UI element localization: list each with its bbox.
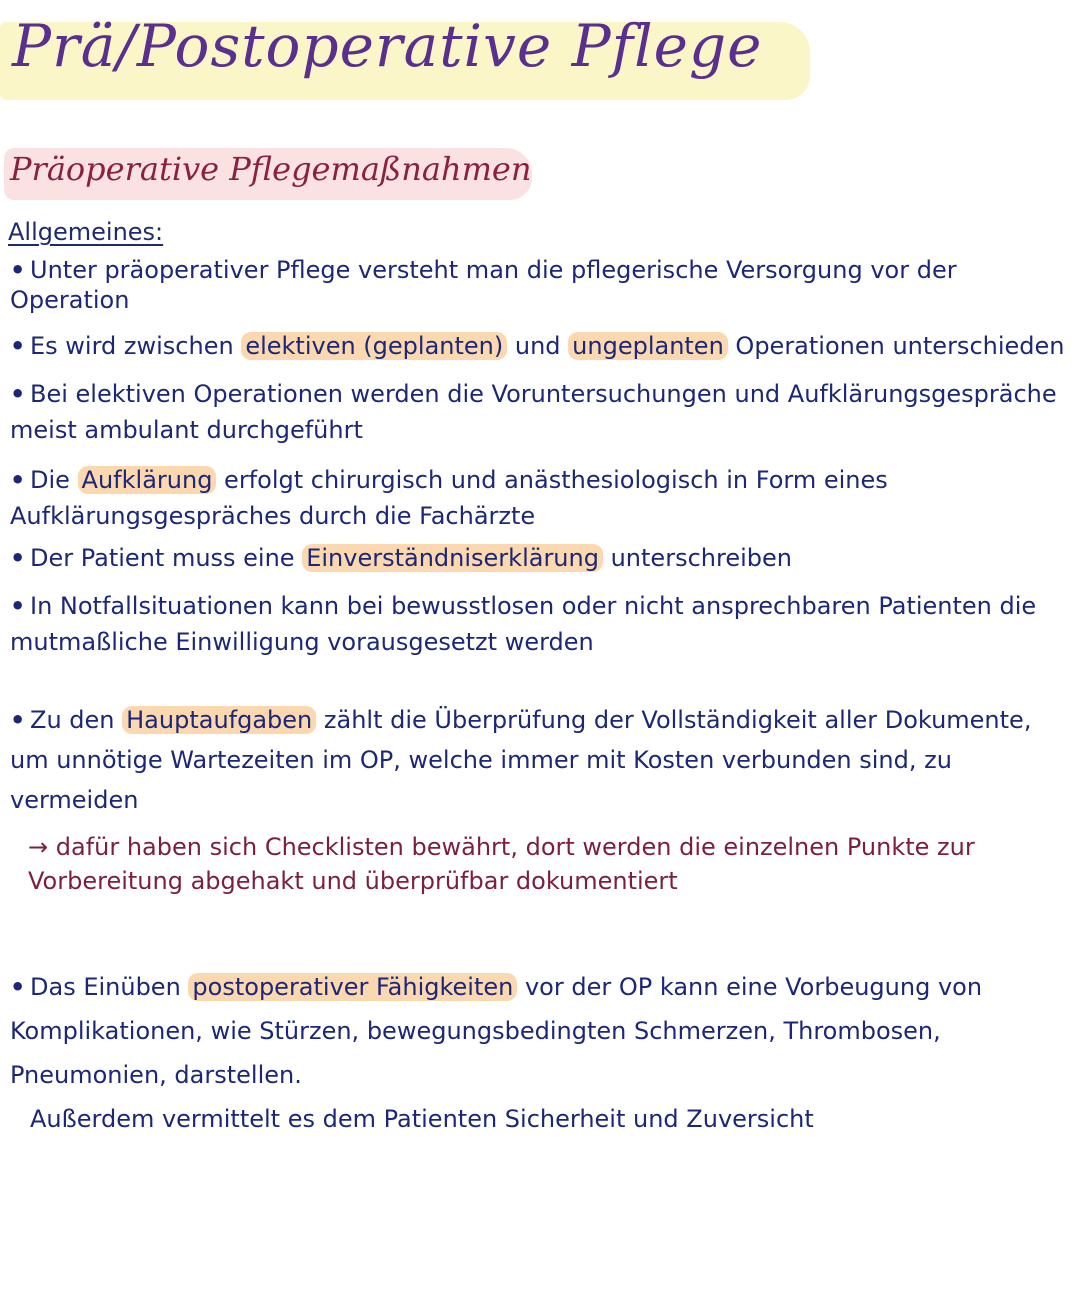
bullet-text: Der Patient muss eine — [30, 544, 303, 572]
bullet-text: Das Einüben — [30, 973, 189, 1001]
arrow-icon: → — [28, 833, 49, 861]
bullet-item-1 — [10, 255, 1072, 315]
bullet-text: vor der OP kann eine Vorbeugung von Komplikationen, wie Stürzen, bewegungsbedingten Schmerzen, Thrombosen, Pneumonien, darstellen. — [10, 973, 983, 1089]
bullet-dot: • — [10, 380, 26, 408]
bullet-dot: • — [10, 706, 26, 734]
bullet-dot: • — [10, 544, 26, 572]
bullet-item-8 — [10, 965, 1072, 1141]
bullet-text: Es wird zwischen — [30, 332, 242, 360]
highlight-term: elektiven (geplanten) — [241, 332, 507, 360]
bullet-item-5 — [10, 540, 1072, 576]
bullet-text: erfolgt chirurgisch und anästhesiologisch in Form eines Aufklärungsgespräches durch die Fachärzte — [10, 466, 888, 530]
bullet-text: Zu den — [30, 706, 123, 734]
highlight-term: Aufklärung — [78, 466, 217, 494]
bullet-dot: • — [10, 973, 26, 1001]
bullet-dot: • — [10, 332, 26, 360]
highlight-term: postoperativer Fähigkeiten — [188, 973, 517, 1001]
highlight-term: ungeplanten — [568, 332, 728, 360]
bullet-text: In Notfallsituationen kann bei bewusstlosen oder nicht ansprechbaren Patienten die mutmaßliche Einwilligung vorausgesetzt werden — [10, 592, 1037, 656]
bullet-text: Operationen unterschieden — [727, 332, 1065, 360]
bullet-text: Bei elektiven Operationen werden die Voruntersuchungen und Aufklärungsgespräche meist ambulant durchgeführt — [10, 380, 1057, 444]
bullet-text: und — [507, 332, 569, 360]
note-text: dafür haben sich Checklisten bewährt, dort werden die einzelnen Punkte zur Vorbereitung abgehakt und überprüfbar dokumentiert — [28, 833, 975, 895]
checklist-note — [28, 830, 1048, 898]
bullet-dot: • — [10, 592, 26, 620]
subheading: Allgemeines: — [8, 218, 164, 246]
bullet-item-2 — [10, 328, 1072, 364]
bullet-dot: • — [10, 466, 26, 494]
highlight-term: Einverständniserklärung — [302, 544, 603, 572]
bullet-dot: • — [10, 256, 26, 284]
highlight-term: Hauptaufgaben — [122, 706, 316, 734]
bullet-text: unterschreiben — [602, 544, 792, 572]
bullet-text: zählt die Überprüfung der Vollständigkeit aller Dokumente, um unnötige Wartezeiten im OP, welche immer mit Kosten verbunden sind, zu vermeiden — [10, 706, 1032, 814]
bullet-text: Unter präoperativer Pflege versteht man die pflegerische Versorgung vor der Operation — [10, 256, 957, 314]
bullet-item-7 — [10, 700, 1072, 820]
bullet-item-4 — [10, 462, 1072, 534]
bullet-item-6 — [10, 588, 1072, 660]
section-title: Präoperative Pflegemaßnahmen — [10, 150, 532, 188]
page-title: Prä/Postoperative Pflege — [12, 12, 763, 80]
bullet-item-3 — [10, 376, 1072, 448]
bullet-text-extra: Außerdem vermittelt es dem Patienten Sicherheit und Zuversicht — [30, 1105, 814, 1133]
bullet-text: Die — [30, 466, 78, 494]
